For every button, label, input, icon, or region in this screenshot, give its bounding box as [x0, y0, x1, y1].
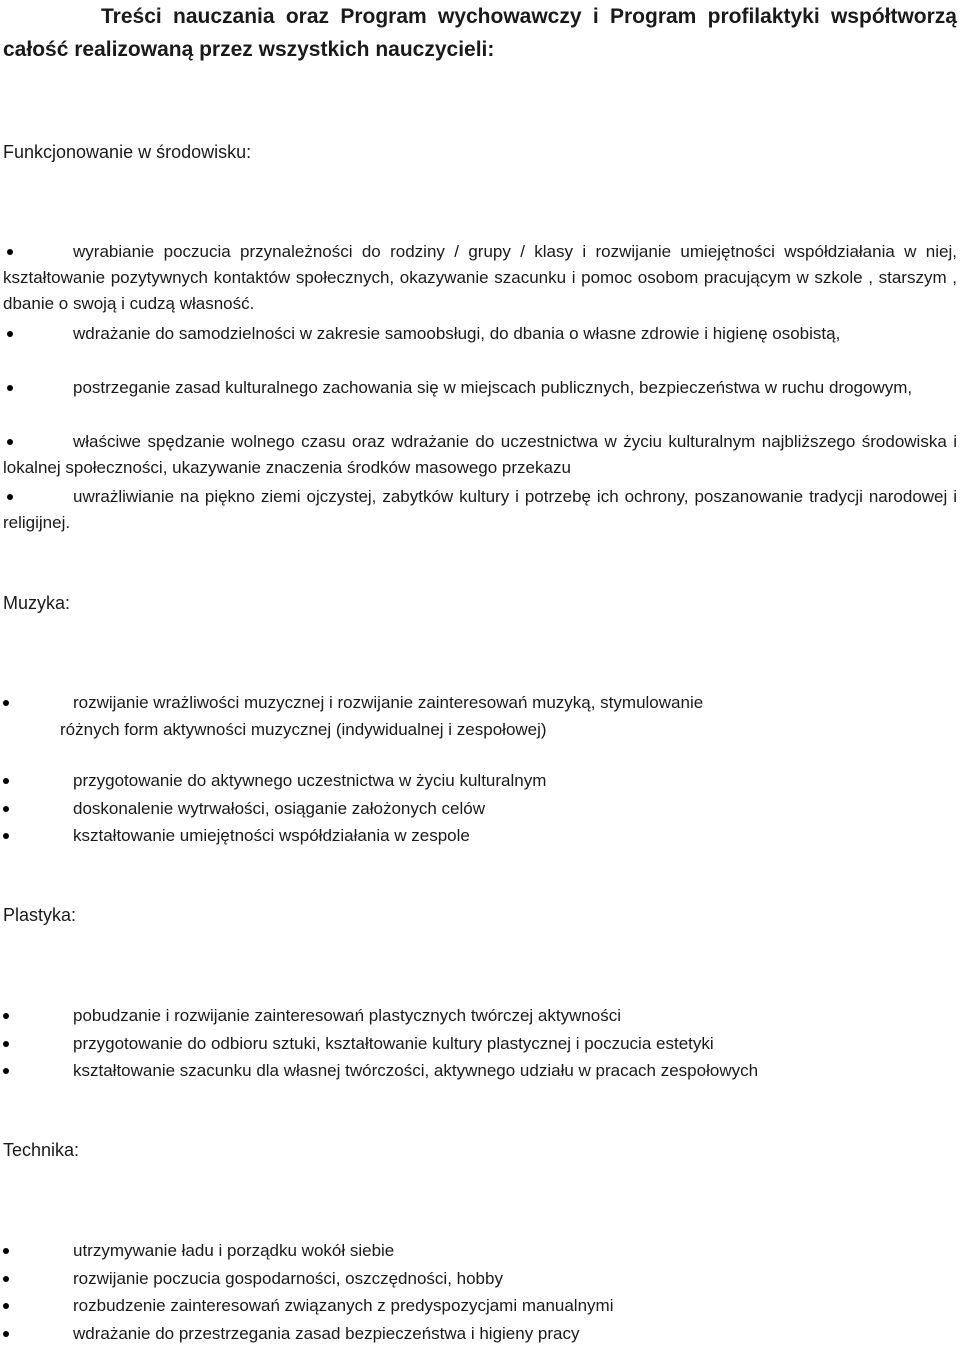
bullet-icon — [3, 1331, 9, 1337]
bullet-icon — [3, 1303, 9, 1309]
section-heading-muzyka: Muzyka: — [3, 593, 71, 613]
bullet-icon — [7, 331, 13, 337]
list-item: wyrabianie poczucia przynależności do rodziny / grupy / klasy i rozwijanie umiejętności współdziałania w niej, kształtowanie pozytywnych kontaktów społecznych, okazywanie szacunku i pomoc osobom pracującym w szkole , starszym , dbanie o swoją i cudzą własność. — [3, 242, 957, 313]
section-heading-funkcjonowanie: Funkcjonowanie w środowisku: — [3, 142, 252, 162]
bullet-icon — [3, 1013, 9, 1019]
bullet-icon — [3, 833, 9, 839]
bullet-icon — [3, 1248, 9, 1254]
bullet-icon — [3, 778, 9, 784]
bullet-icon — [7, 249, 13, 255]
list-item: wdrażanie do samodzielności w zakresie samoobsługi, do dbania o własne zdrowie i higienę osobistą, — [3, 321, 957, 347]
section-heading-plastyka: Plastyka: — [3, 905, 77, 925]
list-item: uwrażliwianie na piękno ziemi ojczystej, zabytków kultury i potrzebę ich ochrony, poszanowanie tradycji narodowej i religijnej. — [3, 487, 957, 532]
bullet-icon — [7, 385, 13, 391]
bullet-icon — [3, 700, 9, 706]
bullet-icon — [3, 806, 9, 812]
list-item: właściwe spędzanie wolnego czasu oraz wdrażanie do uczestnictwa w życiu kulturalnym najbliższego środowiska i lokalnej społeczności, ukazywanie znaczenia środków masowego przekazu — [3, 432, 957, 477]
bullet-icon — [7, 494, 13, 500]
list-item: postrzeganie zasad kulturalnego zachowania się w miejscach publicznych, bezpieczeństwa w ruchu drogowym, — [3, 375, 957, 401]
document-title: Treści nauczania oraz Program wychowawczy i Program profilaktyki współtworzą całość realizowaną przez wszystkich nauczycieli: — [3, 5, 957, 61]
bullet-icon — [7, 439, 13, 445]
bullet-icon — [3, 1276, 9, 1282]
list-item-continuation: różnych form aktywności muzycznej (indywidualnej i zespołowej) — [60, 720, 547, 739]
bullet-icon — [3, 1041, 9, 1047]
section-heading-technika: Technika: — [3, 1140, 80, 1160]
bullet-icon — [3, 1068, 9, 1074]
